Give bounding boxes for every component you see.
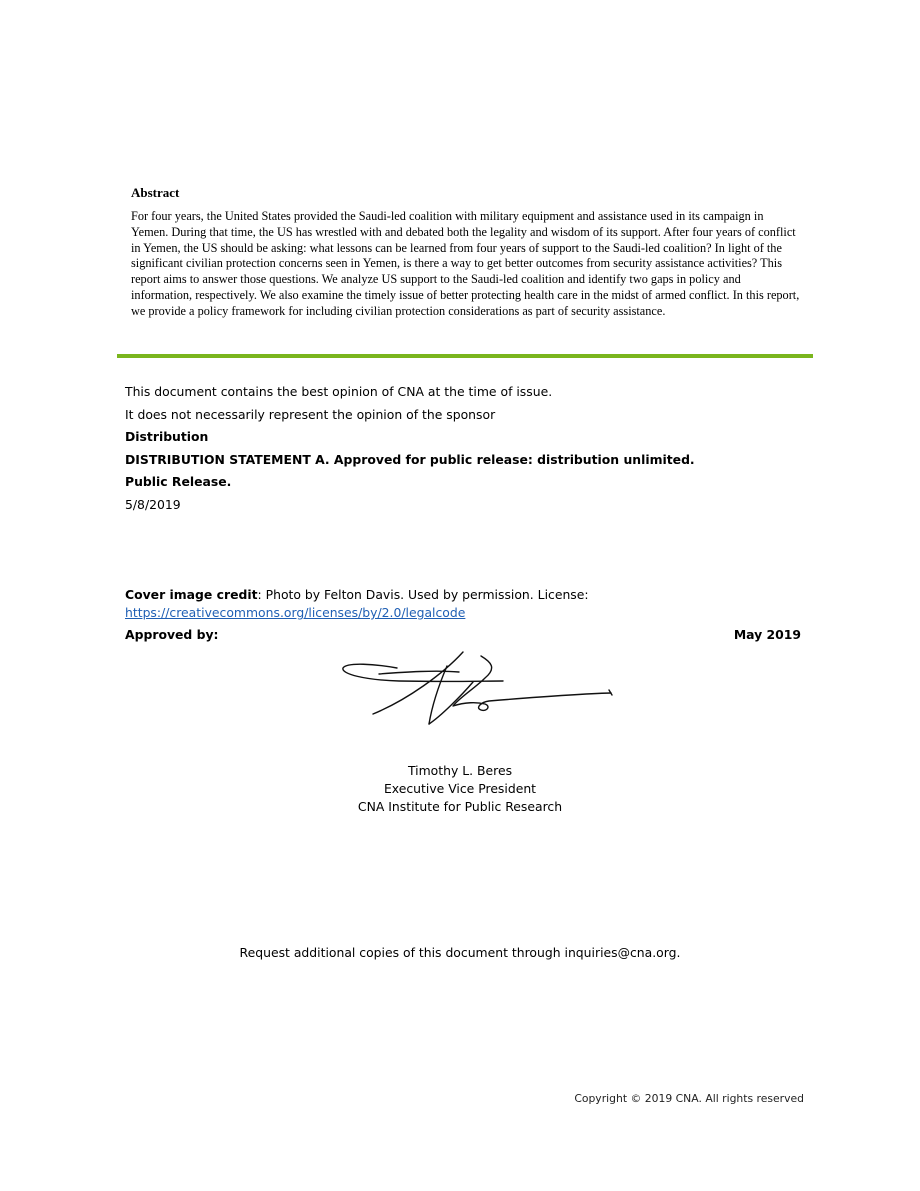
abstract-heading: Abstract	[131, 185, 180, 200]
distribution-heading: Distribution	[125, 429, 209, 445]
cover-image-credit	[125, 586, 815, 622]
green-divider	[117, 354, 813, 358]
opinion-statement: This document contains the best opinion of CNA at the time of issue.	[125, 384, 553, 399]
signatory-block	[260, 762, 660, 816]
abstract-section	[131, 184, 801, 320]
signatory-title: Executive Vice President	[383, 781, 537, 796]
credit-text: : Photo by Felton Davis. Used by permission. License:	[257, 587, 589, 602]
sponsor-disclaimer: It does not necessarily represent the opinion of the sponsor	[125, 406, 496, 422]
release-date: 5/8/2019	[125, 496, 181, 512]
distribution-statement: DISTRIBUTION STATEMENT A. Approved for public release: distribution unlimited.	[125, 451, 695, 467]
document-notice	[125, 382, 815, 518]
signature-image	[335, 648, 620, 730]
public-release-label: Public Release.	[125, 474, 232, 490]
approval-date: May 2019	[733, 627, 801, 642]
credit-label: Cover image credit	[125, 587, 258, 602]
license-link[interactable]: https://creativecommons.org/licenses/by/2.0/legalcode	[125, 605, 466, 620]
approved-by-label: Approved by:	[125, 627, 219, 642]
copyright-notice: Copyright © 2019 CNA. All rights reserved	[574, 1092, 804, 1105]
approval-row	[125, 626, 801, 644]
signatory-organization: CNA Institute for Public Research	[357, 799, 563, 814]
abstract-body: For four years, the United States provided the Saudi-led coalition with military equipment and assistance used in its campaign in Yemen. During that time, the US has wrestled with and debated both the legality and wisdom of its support. After four years of conflict in Yemen, the US should be asking: what lessons can be learned from four years of support to the Saudi-led coalition? In light of the significant civilian protection concerns seen in Yemen, is there a way to get better outcomes from security assistance activities? This report aims to answer those questions. We analyze US support to the Saudi-led coalition and identify two gaps in policy and information, respectively. We also examine the timely issue of better protecting health care in the midst of armed conflict. In this report, we provide a policy framework for including civilian protection considerations as part of security assistance.	[131, 209, 800, 318]
request-copies-note: Request additional copies of this document through inquiries@cna.org.	[239, 945, 681, 960]
signatory-name: Timothy L. Beres	[407, 763, 513, 778]
